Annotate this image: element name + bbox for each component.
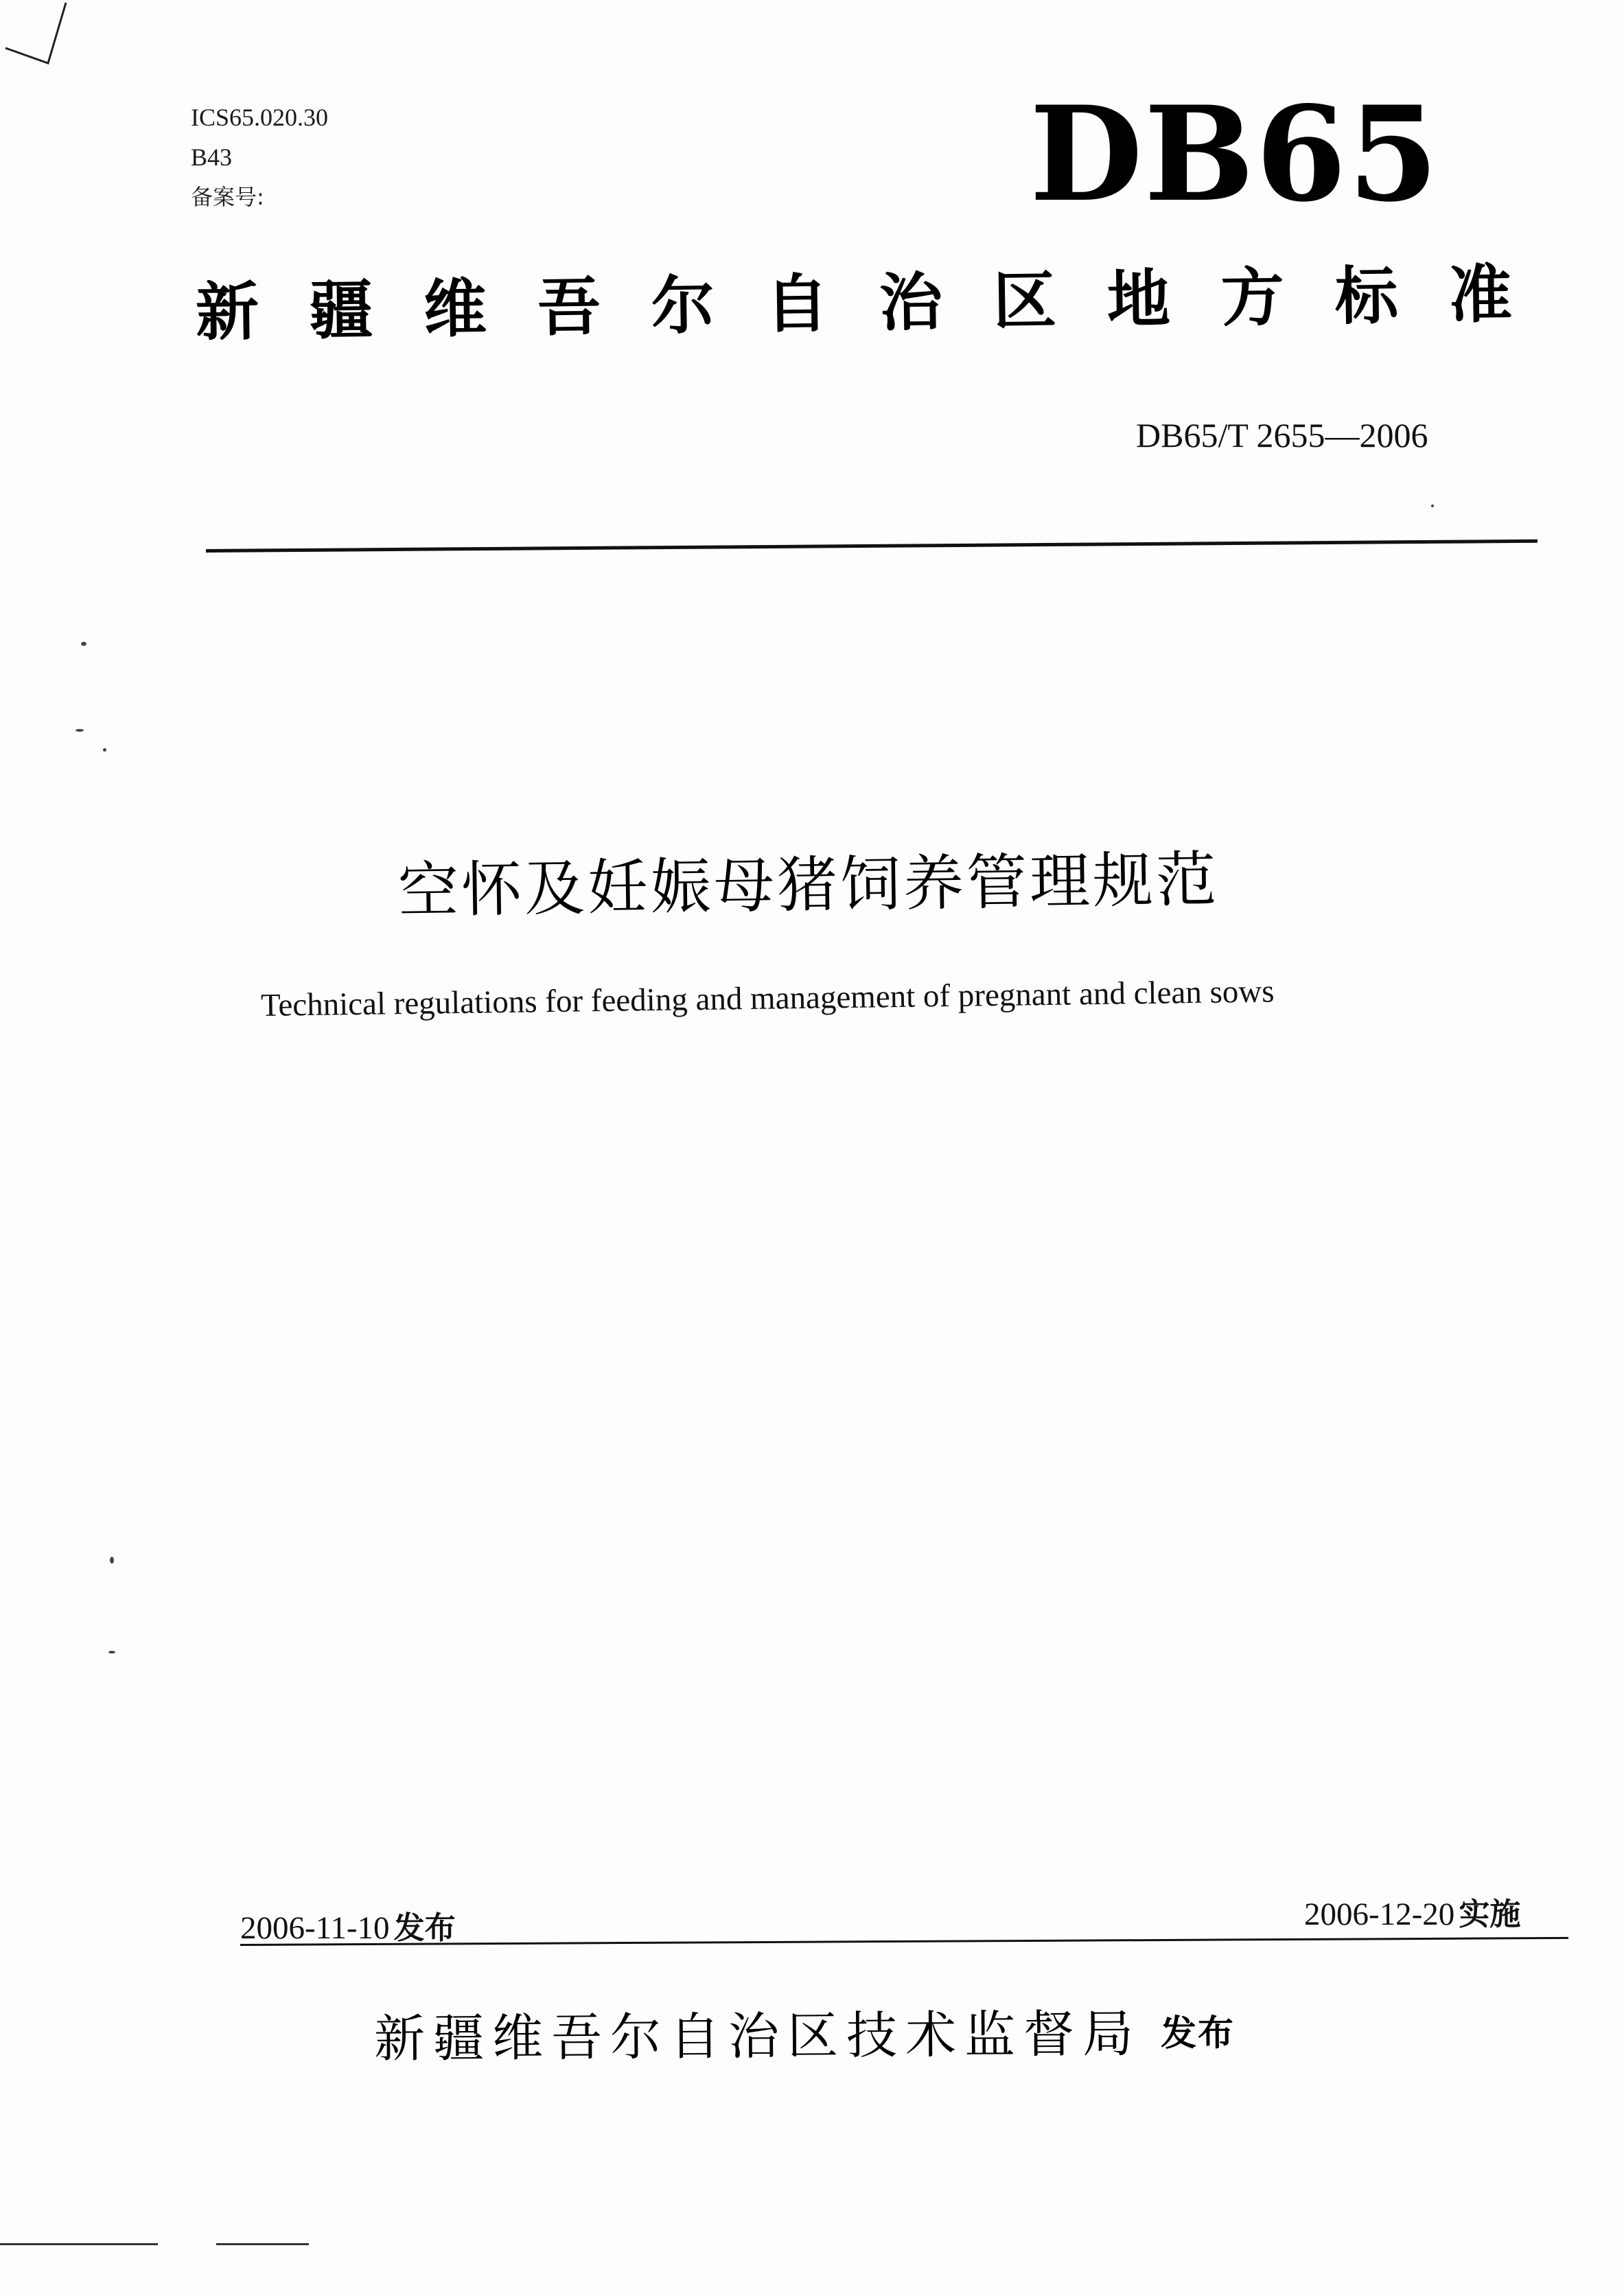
issue-date-label: 发布	[393, 1910, 456, 1946]
classification-block	[191, 97, 328, 217]
publisher-suffix: 发布	[1160, 2013, 1236, 2054]
scan-checkmark-mark	[0, 0, 76, 76]
implementation-date-value: 2006-12-20	[1304, 1897, 1455, 1932]
scan-edge-line	[0, 2243, 158, 2245]
ccs-code: B43	[191, 143, 233, 171]
ics-code: ICS65.020.30	[191, 104, 329, 131]
issue-date-value: 2006-11-10	[240, 1910, 390, 1946]
scan-speck	[103, 748, 106, 752]
db65-logo: DB65	[1030, 78, 1440, 231]
scan-speck	[108, 1651, 115, 1654]
scan-speck	[110, 1557, 114, 1564]
document-title-en: Technical regulations for feeding and management of pregnant and clean sows	[260, 973, 1275, 1023]
standard-type-heading: 新疆维吾尔自治区地方标准	[195, 257, 1564, 349]
publisher-line	[374, 1993, 1236, 2072]
scan-speck	[1431, 505, 1434, 507]
record-number-label: 备案号:	[191, 184, 264, 210]
scan-speck	[81, 642, 86, 646]
scan-speck	[76, 729, 84, 732]
implementation-date	[1304, 1889, 1520, 1934]
publisher-name: 新疆维吾尔自治区技术监督局	[373, 2004, 1142, 2069]
scan-edge-line	[216, 2243, 309, 2245]
issue-date	[240, 1903, 456, 1947]
standard-number: DB65/T 2655—2006	[1136, 416, 1428, 454]
document-title-zh: 空怀及妊娠母猪饲养管理规范	[397, 844, 1220, 926]
implementation-date-label: 实施	[1459, 1896, 1521, 1932]
header-divider	[206, 540, 1538, 553]
